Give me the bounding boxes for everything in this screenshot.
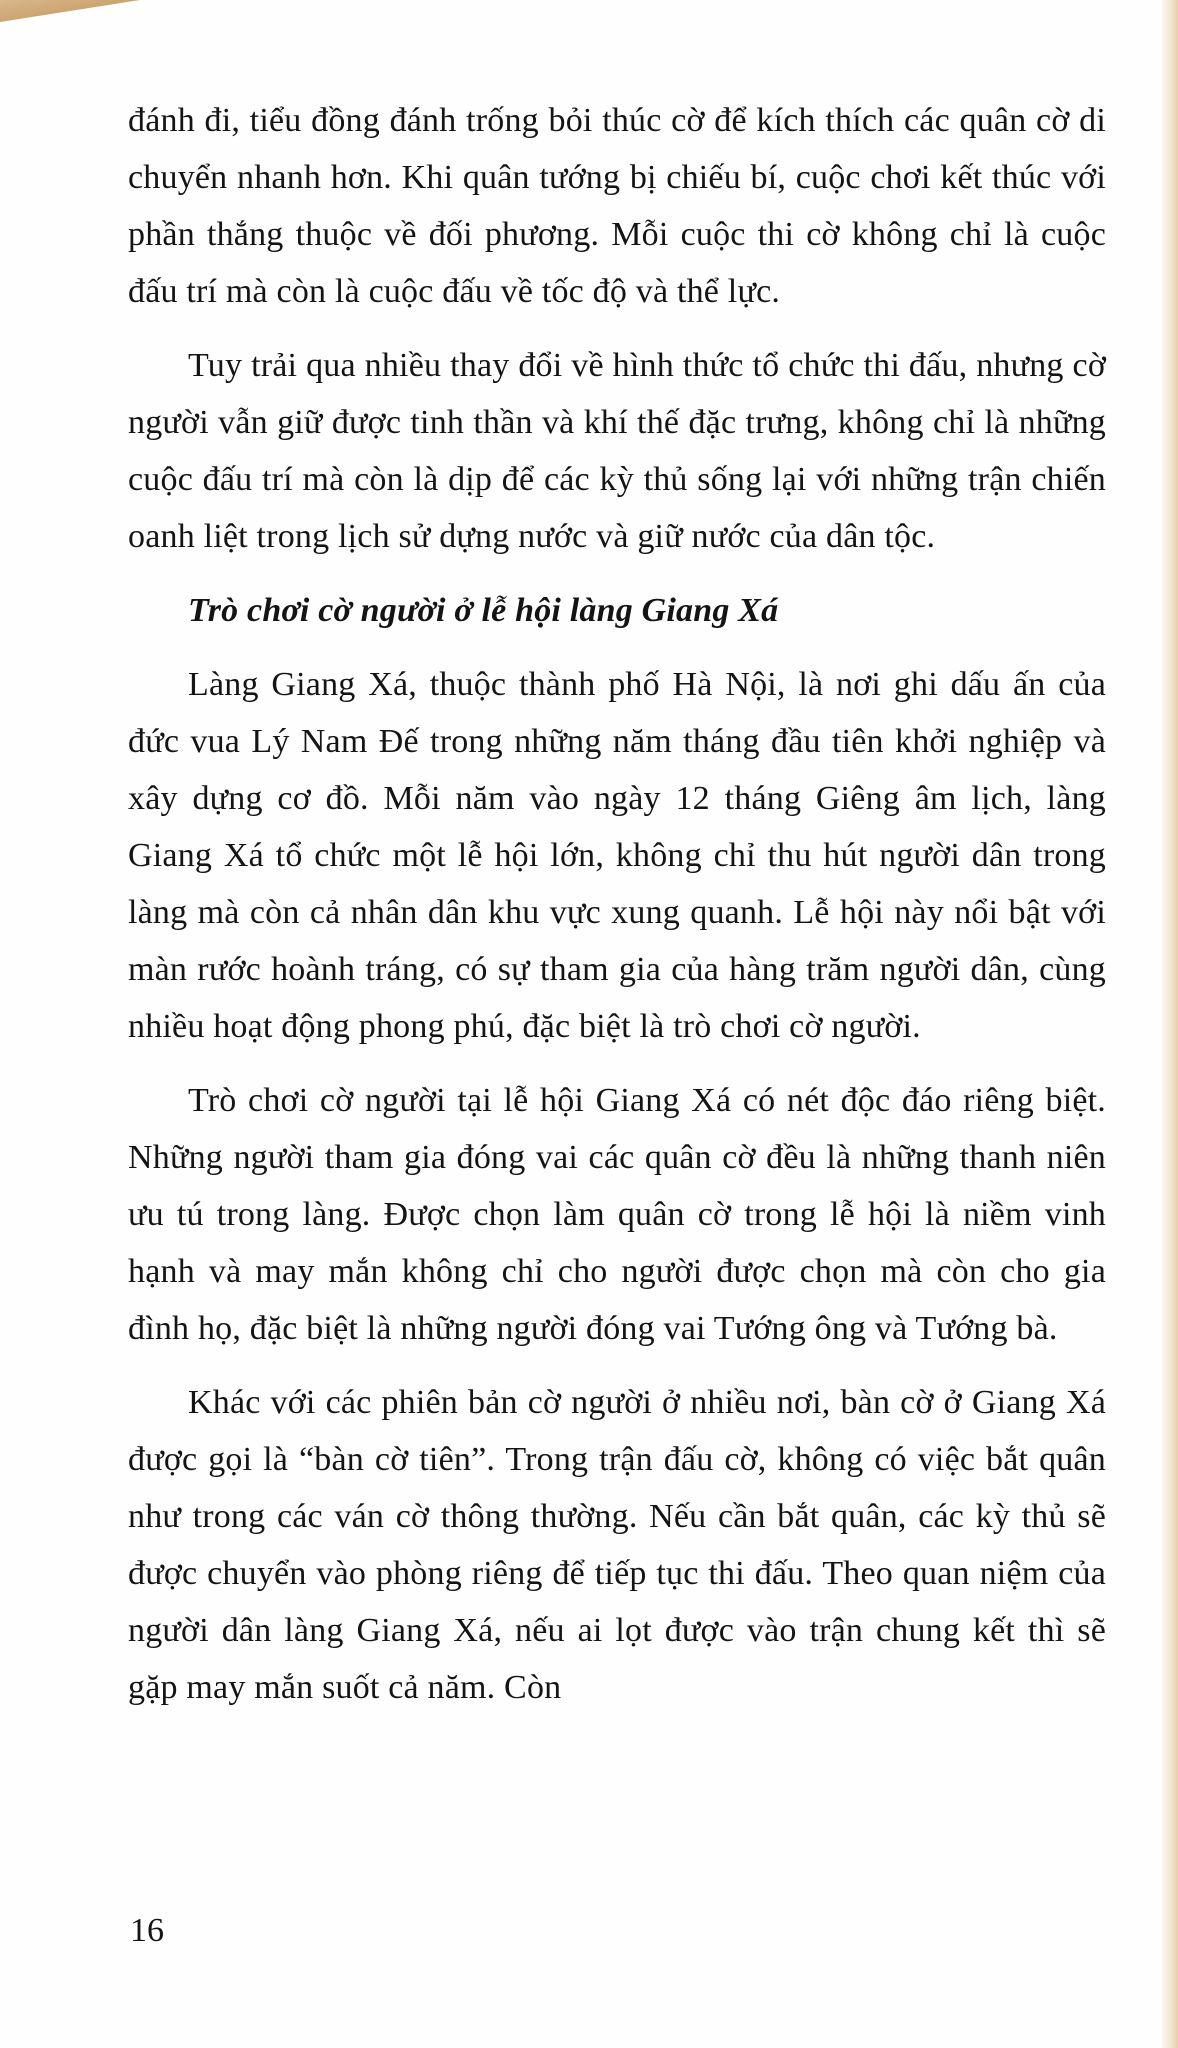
paragraph: Trò chơi cờ người tại lễ hội Giang Xá có nét độc đáo riêng biệt. Những người tham gia đóng vai các quân cờ đều là những thanh niên ưu tú trong làng. Được chọn làm quân cờ trong lễ hội là niềm vinh hạnh và may mắn không chỉ cho người được chọn mà còn cho gia đình họ, đặc biệt là những người đóng vai Tướng ông và Tướng bà. (128, 1082, 1106, 1347)
paragraph: Làng Giang Xá, thuộc thành phố Hà Nội, là nơi ghi dấu ấn của đức vua Lý Nam Đế trong những năm tháng đầu tiên khởi nghiệp và xây dựng cơ đồ. Mỗi năm vào ngày 12 tháng Giêng âm lịch, làng Giang Xá tổ chức một lễ hội lớn, không chỉ thu hút người dân trong làng mà còn cả nhân dân khu vực xung quanh. Lễ hội này nổi bật với màn rước hoành tráng, có sự tham gia của hàng trăm người dân, cùng nhiều hoạt động phong phú, đặc biệt là trò chơi cờ người. (128, 666, 1106, 1045)
page-edge (1162, 0, 1178, 2048)
paragraph: Tuy trải qua nhiều thay đổi về hình thức tổ chức thi đấu, nhưng cờ người vẫn giữ được tinh thần và khí thế đặc trưng, không chỉ là những cuộc đấu trí mà còn là dịp để các kỳ thủ sống lại với những trận chiến oanh liệt trong lịch sử dựng nước và giữ nước của dân tộc. (128, 347, 1106, 555)
page-corner-fold (0, 0, 140, 22)
paragraph: Khác với các phiên bản cờ người ở nhiều nơi, bàn cờ ở Giang Xá được gọi là “bàn cờ tiên”. Trong trận đấu cờ, không có việc bắt quân như trong các ván cờ thông thường. Nếu cần bắt quân, các kỳ thủ sẽ được chuyển vào phòng riêng để tiếp tục thi đấu. Theo quan niệm của người dân làng Giang Xá, nếu ai lọt được vào trận chung kết thì sẽ gặp may mắn suốt cả năm. Còn (128, 1384, 1106, 1706)
section-heading: Trò chơi cờ người ở lễ hội làng Giang Xá (188, 592, 779, 629)
body-text (128, 92, 1106, 1733)
page-number: 16 (130, 1912, 164, 1949)
paragraph-continuation: đánh đi, tiểu đồng đánh trống bỏi thúc cờ để kích thích các quân cờ di chuyển nhanh hơn. Khi quân tướng bị chiếu bí, cuộc chơi kết thúc với phần thắng thuộc về đối phương. Mỗi cuộc thi cờ không chỉ là cuộc đấu trí mà còn là cuộc đấu về tốc độ và thể lực. (128, 102, 1106, 310)
